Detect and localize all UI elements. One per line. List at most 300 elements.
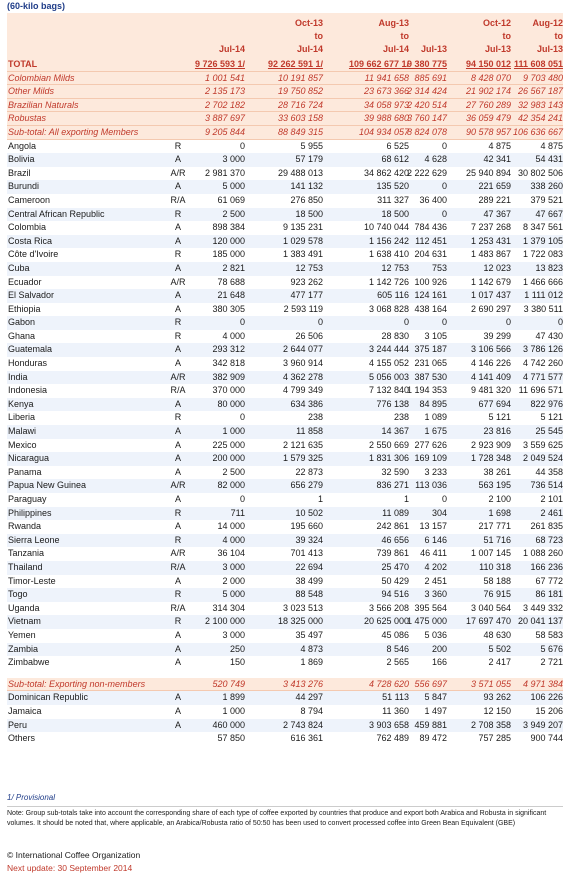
- value-cell: 3 887 697: [204, 113, 245, 124]
- coffee-type-code: R: [174, 140, 182, 151]
- row-label: Robustas: [8, 113, 47, 124]
- value-cell: 90 578 957: [465, 126, 511, 137]
- table-header: [7, 13, 563, 58]
- value-cell: 5 036: [424, 629, 447, 640]
- value-cell: 204 631: [414, 249, 447, 260]
- coffee-type-code: R/A: [170, 602, 186, 613]
- coffee-type-code: A/R: [170, 480, 186, 491]
- value-cell: 2 135 173: [204, 86, 245, 97]
- value-cell: 225 000: [212, 439, 245, 450]
- coffee-type-code: A: [174, 466, 181, 477]
- value-cell: 753: [431, 262, 447, 273]
- value-cell: 2 981 370: [204, 167, 245, 178]
- value-cell: 1 142 726: [368, 276, 409, 287]
- value-cell: 1 899: [222, 692, 245, 703]
- value-cell: 3 000: [222, 154, 245, 165]
- coffee-type-code: A: [174, 629, 181, 640]
- value-cell: 836 271: [376, 480, 409, 491]
- value-cell: 1 007 145: [470, 548, 511, 559]
- value-cell: 200 000: [212, 453, 245, 464]
- value-cell: 6 146: [424, 534, 447, 545]
- value-cell: 460 000: [212, 719, 245, 730]
- value-cell: 3 233: [424, 466, 447, 477]
- row-label: Honduras: [8, 358, 48, 369]
- value-cell: 0: [441, 494, 447, 504]
- row-label: Ghana: [8, 330, 36, 341]
- value-cell: 387 530: [414, 371, 447, 382]
- value-cell: 2 222 629: [406, 167, 447, 178]
- value-cell: 1 194 353: [406, 385, 447, 396]
- value-cell: 2 708 358: [470, 719, 511, 730]
- row-label: Papua New Guinea: [8, 480, 87, 491]
- table-row: [7, 85, 563, 99]
- table-row: [7, 643, 563, 657]
- column-header: Aug-13: [378, 18, 409, 28]
- value-cell: 4 799 349: [282, 385, 323, 396]
- value-cell: 8 428 070: [470, 72, 511, 83]
- value-cell: 923 262: [290, 276, 323, 287]
- row-label: Brazil: [8, 167, 31, 178]
- coffee-type-code: A: [174, 719, 181, 730]
- coffee-type-code: A: [174, 439, 181, 450]
- value-cell: 21 902 174: [465, 86, 511, 97]
- value-cell: 0: [239, 317, 245, 328]
- value-cell: 0: [441, 140, 447, 151]
- value-cell: 47 367: [483, 208, 511, 219]
- value-cell: 4 875: [540, 140, 563, 151]
- table-row: [7, 303, 563, 317]
- row-label: TOTAL: [8, 59, 38, 69]
- table-row: [7, 547, 563, 561]
- value-cell: 8 794: [300, 705, 323, 716]
- coffee-type-code: A: [174, 705, 181, 716]
- value-cell: 18 500: [381, 208, 409, 219]
- value-cell: 2 314 424: [406, 86, 447, 97]
- value-cell: 1 466 666: [522, 276, 563, 287]
- value-cell: 1: [403, 494, 409, 504]
- row-label: Costa Rica: [8, 235, 53, 246]
- value-cell: 9 726 593 1/: [194, 59, 245, 69]
- value-cell: 3 960 914: [282, 358, 323, 369]
- table-row: [7, 167, 563, 181]
- value-cell: 3 903 658: [368, 719, 409, 730]
- table-row: [7, 466, 563, 480]
- value-cell: 9 380 775: [406, 59, 447, 69]
- value-cell: 0: [441, 208, 447, 219]
- value-cell: 0: [403, 317, 409, 328]
- value-cell: 885 691: [414, 72, 447, 83]
- column-header: Jul-14: [382, 44, 409, 54]
- row-label: Togo: [8, 589, 28, 600]
- value-cell: 195 660: [290, 521, 323, 532]
- value-cell: 3 949 207: [522, 719, 563, 730]
- table-row: [7, 221, 563, 235]
- unit-label: (60-kilo bags): [7, 1, 66, 11]
- value-cell: 14 367: [381, 426, 409, 437]
- value-cell: 12 023: [483, 262, 511, 273]
- value-cell: 1 638 410: [368, 249, 409, 260]
- value-cell: 2 100: [488, 494, 511, 504]
- value-cell: 289 221: [478, 194, 511, 205]
- value-cell: 29 488 013: [277, 167, 323, 178]
- row-label: Zambia: [8, 643, 39, 654]
- row-label: Brazilian Naturals: [8, 99, 79, 110]
- value-cell: 784 436: [414, 222, 447, 233]
- value-cell: 17 697 470: [465, 616, 511, 627]
- value-cell: 34 862 420: [363, 167, 409, 178]
- value-cell: 5 056 003: [368, 371, 409, 382]
- row-label: Nicaragua: [8, 453, 50, 464]
- value-cell: 4 202: [424, 561, 447, 572]
- table-row: [7, 602, 563, 616]
- value-cell: 27 760 289: [465, 99, 511, 110]
- value-cell: 1 722 083: [522, 249, 563, 260]
- value-cell: 22 694: [295, 561, 323, 572]
- value-cell: 4 971 384: [522, 678, 563, 689]
- value-cell: 1 156 242: [368, 235, 409, 246]
- value-cell: 38 499: [295, 575, 323, 586]
- value-cell: 2 500: [222, 208, 245, 219]
- value-cell: 2 417: [488, 657, 511, 668]
- coffee-type-code: A: [174, 692, 181, 703]
- value-cell: 3 559 625: [522, 439, 563, 450]
- value-cell: 15 206: [535, 705, 563, 716]
- value-cell: 677 694: [478, 398, 511, 409]
- value-cell: 32 590: [381, 466, 409, 477]
- row-label: Sub-total: Exporting non-members: [8, 678, 146, 689]
- value-cell: 124 161: [414, 290, 447, 301]
- row-label: Colombian Milds: [8, 72, 75, 83]
- table-row: [7, 425, 563, 439]
- row-label: Côte d'Ivoire: [8, 249, 59, 260]
- value-cell: 1 869: [300, 657, 323, 668]
- coffee-type-code: A: [174, 494, 181, 504]
- value-cell: 4 628: [424, 154, 447, 165]
- row-label: El Salvador: [8, 290, 55, 301]
- value-cell: 1: [317, 494, 323, 504]
- table-row: [7, 691, 563, 705]
- value-cell: 776 138: [376, 398, 409, 409]
- value-cell: 104 934 057: [358, 126, 409, 137]
- value-cell: 2 743 824: [282, 719, 323, 730]
- exports-table: [7, 58, 563, 746]
- value-cell: 46 656: [381, 534, 409, 545]
- value-cell: 2 121 635: [282, 439, 323, 450]
- coffee-type-code: A: [174, 235, 181, 246]
- column-header: Oct-12: [482, 18, 511, 28]
- value-cell: 2 420 514: [406, 99, 447, 110]
- row-label: Zimbabwe: [8, 657, 50, 668]
- row-label: Indonesia: [8, 385, 48, 396]
- coffee-type-code: R: [174, 507, 182, 518]
- value-cell: 20 625 000: [363, 616, 409, 627]
- value-cell: 5 121: [540, 412, 563, 423]
- value-cell: 13 157: [419, 521, 447, 532]
- table-row: [7, 58, 563, 72]
- value-cell: 58 188: [483, 575, 511, 586]
- value-cell: 656 279: [290, 480, 323, 491]
- column-header: Jul-13: [536, 44, 563, 54]
- row-label: Others: [8, 733, 36, 744]
- row-label: Rwanda: [8, 521, 42, 532]
- value-cell: 11 941 658: [364, 72, 409, 83]
- value-cell: 616 361: [290, 733, 323, 744]
- value-cell: 92 262 591 1/: [267, 59, 323, 69]
- value-cell: 261 835: [530, 521, 563, 532]
- value-cell: 757 285: [478, 733, 511, 744]
- footnote: 1/ Provisional: [7, 793, 56, 802]
- value-cell: 3 000: [222, 629, 245, 640]
- value-cell: 3 413 276: [282, 678, 323, 689]
- row-label: Paraguay: [8, 494, 47, 504]
- value-cell: 3 566 208: [368, 602, 409, 613]
- value-cell: 2 101: [540, 494, 563, 504]
- value-cell: 67 772: [535, 575, 563, 586]
- column-header: to: [314, 31, 323, 41]
- value-cell: 33 603 158: [277, 113, 323, 124]
- value-cell: 1 253 431: [470, 235, 511, 246]
- value-cell: 38 261: [483, 466, 511, 477]
- value-cell: 19 750 852: [277, 86, 323, 97]
- value-cell: 2 690 297: [470, 303, 511, 314]
- value-cell: 1 142 679: [470, 276, 511, 287]
- value-cell: 18 500: [295, 208, 323, 219]
- value-cell: 238: [307, 412, 323, 423]
- value-cell: 3 023 513: [282, 602, 323, 613]
- coffee-type-code: A: [174, 181, 181, 192]
- column-header: Jul-14: [218, 44, 245, 54]
- value-cell: 822 976: [530, 398, 563, 409]
- value-cell: 86 181: [535, 589, 563, 600]
- value-cell: 1 483 867: [470, 249, 511, 260]
- table-row: [7, 371, 563, 385]
- coffee-type-code: A: [174, 657, 181, 668]
- row-label: Peru: [8, 719, 28, 730]
- value-cell: 12 150: [483, 705, 511, 716]
- value-cell: 605 116: [377, 290, 409, 301]
- coffee-type-code: A/R: [170, 276, 186, 287]
- value-cell: 21 648: [217, 290, 245, 301]
- coffee-type-code: A: [174, 426, 181, 437]
- value-cell: 12 753: [295, 262, 323, 273]
- value-cell: 3 040 564: [470, 602, 511, 613]
- value-cell: 5 502: [488, 643, 511, 654]
- table-row: [7, 262, 563, 276]
- coffee-type-code: R/A: [170, 385, 186, 396]
- value-cell: 5 847: [424, 692, 447, 703]
- coffee-type-code: R: [174, 249, 182, 260]
- value-cell: 5 000: [222, 589, 245, 600]
- value-cell: 2 721: [540, 657, 563, 668]
- value-cell: 1 698: [488, 507, 511, 518]
- value-cell: 12 753: [381, 262, 409, 273]
- table-row: [7, 112, 563, 126]
- row-label: Thailand: [8, 561, 43, 572]
- value-cell: 100 926: [414, 276, 447, 287]
- value-cell: 89 472: [419, 733, 447, 744]
- value-cell: 23 816: [483, 426, 511, 437]
- value-cell: 395 564: [414, 602, 447, 613]
- table-row: [7, 493, 563, 507]
- value-cell: 166 236: [530, 561, 563, 572]
- value-cell: 54 431: [535, 154, 563, 165]
- value-cell: 14 000: [217, 521, 245, 532]
- value-cell: 634 386: [290, 398, 323, 409]
- value-cell: 2 702 182: [204, 99, 245, 110]
- value-cell: 4 873: [300, 643, 323, 654]
- value-cell: 35 497: [295, 629, 323, 640]
- value-cell: 2 000: [222, 575, 245, 586]
- row-label: Colombia: [8, 222, 47, 233]
- table-row: [7, 520, 563, 534]
- value-cell: 48 630: [483, 629, 511, 640]
- value-cell: 1 728 348: [470, 453, 511, 464]
- value-cell: 47 430: [535, 330, 563, 341]
- value-cell: 200: [431, 643, 447, 654]
- value-cell: 3 000: [222, 561, 245, 572]
- row-label: Ethiopia: [8, 303, 41, 314]
- value-cell: 10 740 044: [363, 222, 409, 233]
- value-cell: 1 000: [222, 426, 245, 437]
- value-cell: 0: [441, 181, 447, 192]
- value-cell: 110 318: [479, 561, 511, 572]
- row-label: Tanzania: [8, 548, 45, 559]
- value-cell: 47 667: [535, 208, 563, 219]
- last-update: Next update: 30 September 2014: [7, 863, 133, 873]
- value-cell: 28 716 724: [277, 99, 323, 110]
- row-label: Uganda: [8, 602, 40, 613]
- row-label: India: [8, 371, 28, 382]
- value-cell: 3 068 828: [368, 303, 409, 314]
- value-cell: 1 089: [424, 412, 447, 423]
- row-label: Vietnam: [8, 616, 41, 627]
- value-cell: 7 237 268: [470, 222, 511, 233]
- value-cell: 375 187: [414, 344, 447, 355]
- value-cell: 57 850: [217, 733, 245, 744]
- row-label: Kenya: [8, 398, 34, 409]
- value-cell: 25 940 894: [465, 167, 511, 178]
- value-cell: 1 000: [222, 705, 245, 716]
- value-cell: 82 000: [217, 480, 245, 491]
- value-cell: 135 520: [376, 181, 409, 192]
- row-label: Liberia: [8, 412, 36, 423]
- value-cell: 277 626: [414, 439, 447, 450]
- value-cell: 36 104: [217, 548, 245, 559]
- value-cell: 4 728 620: [368, 678, 409, 689]
- value-cell: 3 244 444: [368, 344, 409, 355]
- value-cell: 3 571 055: [470, 678, 511, 689]
- table-row: [7, 411, 563, 425]
- value-cell: 169 109: [414, 453, 447, 464]
- value-cell: 242 861: [376, 521, 409, 532]
- table-row: [7, 656, 563, 670]
- value-cell: 1 379 105: [522, 235, 563, 246]
- value-cell: 4 742 260: [522, 358, 563, 369]
- table-row: [7, 629, 563, 643]
- value-cell: 739 861: [376, 548, 409, 559]
- coffee-type-code: R: [174, 534, 182, 545]
- coffee-type-code: A: [174, 453, 181, 464]
- value-cell: 1 475 000: [406, 616, 447, 627]
- value-cell: 8 546: [386, 643, 409, 654]
- value-cell: 1 017 437: [470, 290, 511, 301]
- row-label: Jamaica: [8, 705, 42, 716]
- value-cell: 1 383 491: [282, 249, 323, 260]
- value-cell: 250: [229, 643, 245, 654]
- value-cell: 4 362 278: [282, 371, 323, 382]
- value-cell: 28 830: [381, 330, 409, 341]
- value-cell: 5 121: [488, 412, 511, 423]
- coffee-type-code: A: [174, 521, 181, 532]
- value-cell: 106 636 667: [512, 126, 563, 137]
- table-row: [7, 208, 563, 222]
- value-cell: 2 100 000: [204, 616, 245, 627]
- value-cell: 20 041 137: [517, 616, 563, 627]
- row-label: Sierra Leone: [8, 534, 60, 545]
- table-row: [7, 248, 563, 262]
- value-cell: 5 955: [300, 140, 323, 151]
- coffee-type-code: R/A: [170, 194, 186, 205]
- value-cell: 9 135 231: [282, 222, 323, 233]
- value-cell: 50 429: [381, 575, 409, 586]
- value-cell: 36 059 479: [465, 113, 511, 124]
- table-row: [7, 343, 563, 357]
- column-header: to: [400, 31, 409, 41]
- row-label: Philippines: [8, 507, 52, 518]
- column-header: to: [554, 31, 563, 41]
- section-gap: [7, 670, 563, 678]
- row-label: Cuba: [8, 262, 30, 273]
- value-cell: 94 150 012: [465, 59, 511, 69]
- copyright: © International Coffee Organization: [7, 850, 141, 860]
- coffee-type-code: A: [174, 575, 181, 586]
- table-row: [7, 72, 563, 86]
- coffee-type-code: R: [174, 330, 182, 341]
- value-cell: 26 506: [295, 330, 323, 341]
- table-row: [7, 153, 563, 167]
- value-cell: 42 341: [483, 154, 511, 165]
- value-cell: 36 400: [419, 194, 447, 205]
- value-cell: 2 923 909: [470, 439, 511, 450]
- value-cell: 311 327: [377, 194, 409, 205]
- table-row: [7, 615, 563, 629]
- table-row: [7, 289, 563, 303]
- value-cell: 25 470: [381, 561, 409, 572]
- value-cell: 1 497: [424, 705, 447, 716]
- value-cell: 0: [557, 317, 563, 328]
- table-row: [7, 330, 563, 344]
- coffee-type-code: A: [174, 290, 181, 301]
- row-label: Burundi: [8, 181, 40, 192]
- value-cell: 111 608 051: [513, 59, 563, 69]
- value-cell: 51 716: [483, 534, 511, 545]
- row-label: Cameroon: [8, 194, 51, 205]
- value-cell: 1 675: [424, 426, 447, 437]
- value-cell: 520 749: [212, 678, 245, 689]
- table-row: [7, 357, 563, 371]
- value-cell: 9 205 844: [204, 126, 245, 137]
- row-label: Gabon: [8, 317, 36, 328]
- value-cell: 4 000: [222, 330, 245, 341]
- value-cell: 1 111 012: [524, 290, 563, 301]
- value-cell: 293 312: [212, 344, 245, 355]
- value-cell: 39 988 680: [363, 113, 409, 124]
- value-cell: 4 000: [222, 534, 245, 545]
- value-cell: 304: [431, 507, 447, 518]
- value-cell: 34 058 973: [363, 99, 409, 110]
- value-cell: 78 688: [217, 276, 245, 287]
- value-cell: 338 260: [530, 181, 563, 192]
